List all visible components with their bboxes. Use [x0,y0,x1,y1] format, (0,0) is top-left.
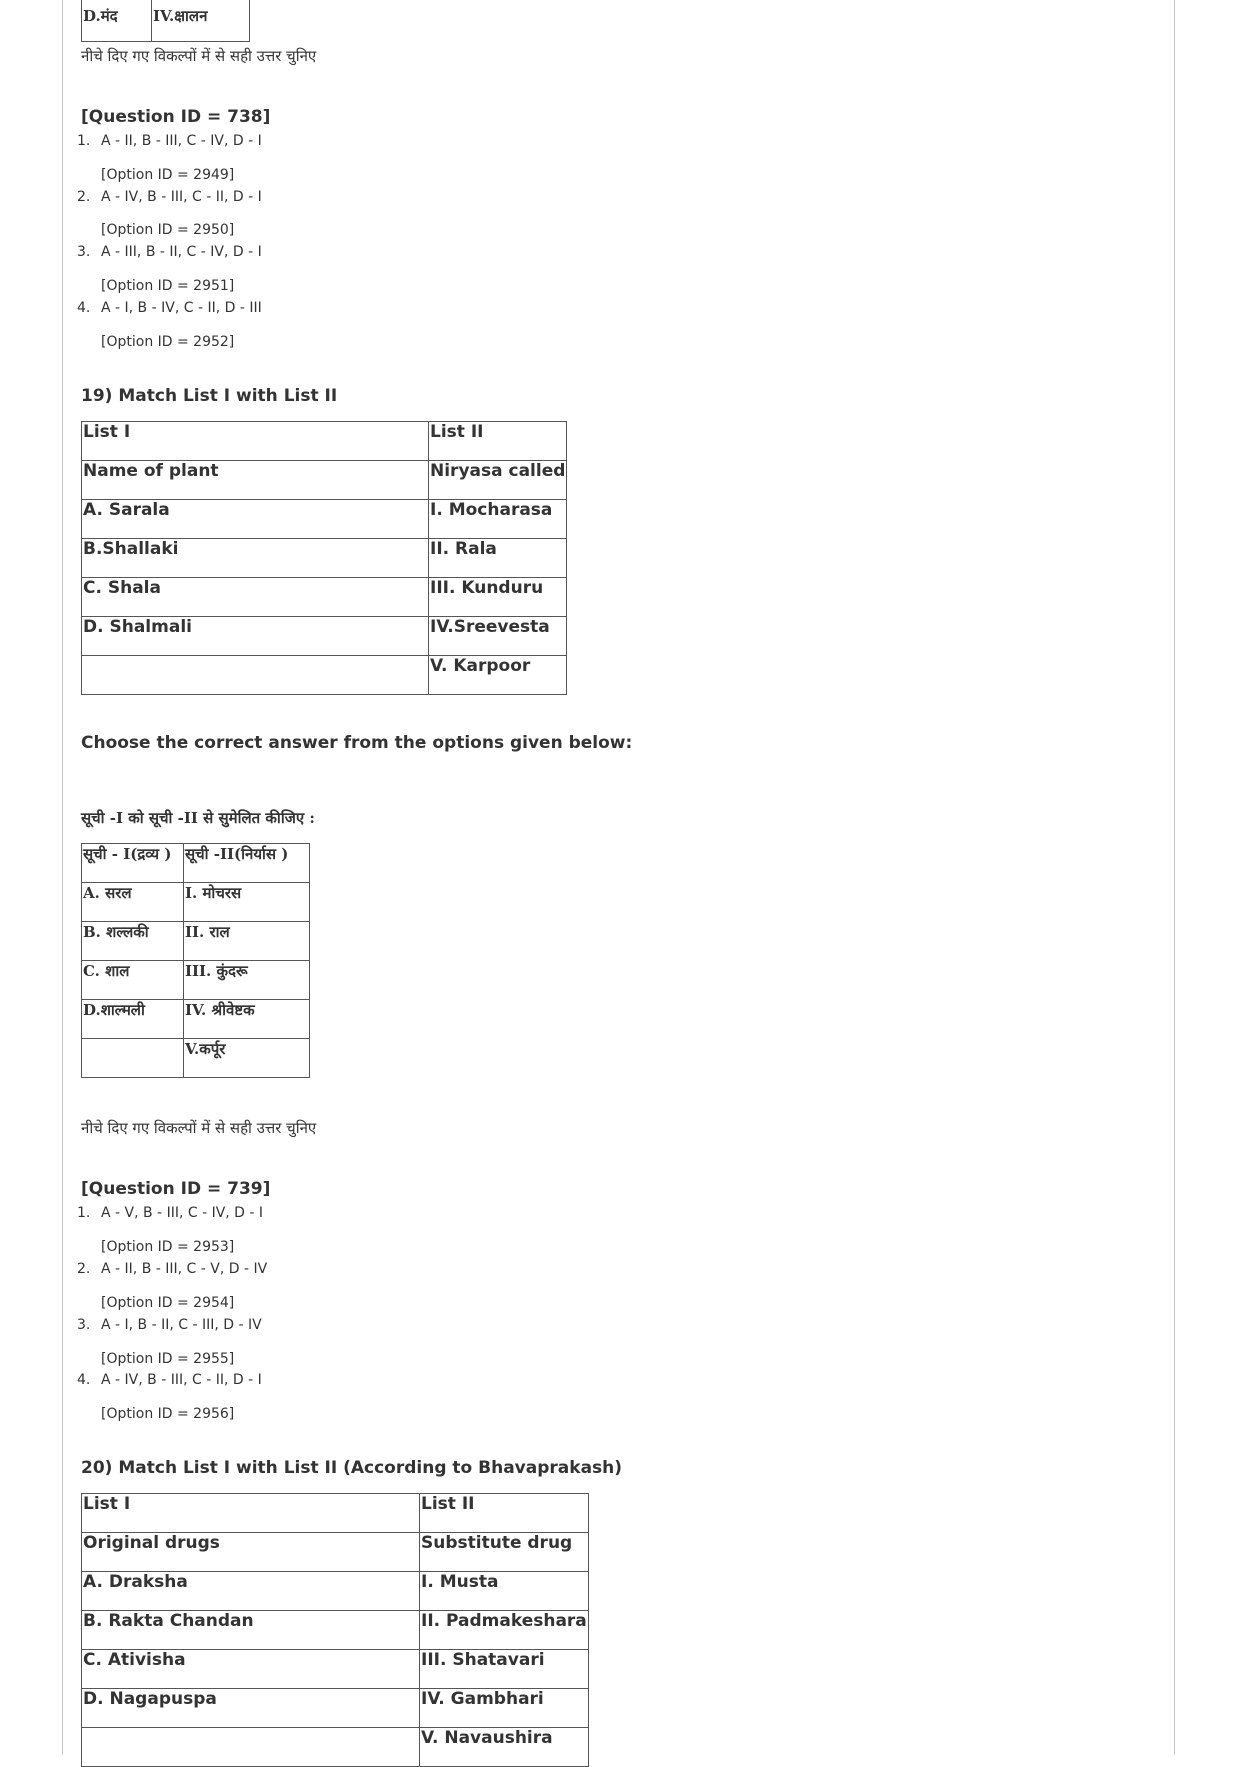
option-number: 4. [77,1372,91,1388]
table-cell: I. Musta [420,1572,589,1611]
table-cell: V. Navaushira [420,1728,589,1767]
table-row [82,461,567,500]
table-row [82,578,567,617]
choose-instruction: Choose the correct answer from the options given below: [81,733,633,753]
table-cell: Original drugs [82,1533,420,1572]
option-number: 3. [77,244,91,260]
table-cell: IV. श्रीवेष्टक [184,1000,310,1039]
table-cell: I. Mocharasa [429,500,567,539]
option-text: A - II, B - III, C - IV, D - I [101,133,262,149]
table-row [82,1728,589,1767]
table-row [82,0,250,42]
table-cell: III. Shatavari [420,1650,589,1689]
document-page [62,0,1175,1755]
table-cell [82,1728,420,1767]
option-id: [Option ID = 2950] [101,222,235,238]
option-number: 4. [77,300,91,316]
option-text: A - V, B - III, C - IV, D - I [101,1205,264,1221]
option-id: [Option ID = 2951] [101,278,235,294]
option-number: 1. [77,133,91,149]
table-cell: A. Sarala [82,500,429,539]
table-row [82,1689,589,1728]
table-cell: D. Nagapuspa [82,1689,420,1728]
table-row [82,1039,310,1078]
option-id: [Option ID = 2956] [101,1406,235,1422]
table-cell: सूची - I(द्रव्य ) [82,844,184,883]
table-row [82,1000,310,1039]
table-cell [82,1039,184,1078]
table-row [82,539,567,578]
table-cell: Niryasa called [429,461,567,500]
table-cell: III. Kunduru [429,578,567,617]
option-number: 2. [77,1261,91,1277]
match-table-english [81,421,567,695]
table-cell: List I [82,1494,420,1533]
option-number: 2. [77,189,91,205]
table-cell: सूची -II(निर्यास ) [184,844,310,883]
option-id: [Option ID = 2953] [101,1239,235,1255]
option-text: A - IV, B - III, C - II, D - I [101,189,262,205]
table-cell: C. शाल [82,961,184,1000]
table-cell: I. मोचरस [184,883,310,922]
table-cell [82,656,429,695]
table-cell: Name of plant [82,461,429,500]
table-row [82,844,310,883]
hindi-instruction: नीचे दिए गए विकल्पों में से सही उत्तर चुनिए [81,1119,317,1137]
match-table-hindi [81,843,310,1078]
table-cell: IV. Gambhari [420,1689,589,1728]
question-id: [Question ID = 739] [81,1179,271,1199]
option-text: A - IV, B - III, C - II, D - I [101,1372,262,1388]
table-cell: C. Ativisha [82,1650,420,1689]
table-cell: List I [82,422,429,461]
option-text: A - III, B - II, C - IV, D - I [101,244,262,260]
table-row [82,1494,589,1533]
table-cell: IV.क्षालन [152,0,250,42]
option-text: A - II, B - III, C - V, D - IV [101,1261,268,1277]
option-number: 3. [77,1317,91,1333]
hindi-question-title: सूची -I को सूची -II से सुमेलित कीजिए : [81,809,315,827]
option-id: [Option ID = 2955] [101,1351,235,1367]
table-row [82,922,310,961]
table-cell: List II [420,1494,589,1533]
table-cell: B. शल्लकी [82,922,184,961]
table-cell: D. Shalmali [82,617,429,656]
table-cell: A. Draksha [82,1572,420,1611]
question-id: [Question ID = 738] [81,107,271,127]
table-row [82,1650,589,1689]
option-text: A - I, B - II, C - III, D - IV [101,1317,262,1333]
table-cell: V.कर्पूर [184,1039,310,1078]
option-number: 1. [77,1205,91,1221]
match-table-english [81,1493,589,1767]
top-fragment-table [81,0,250,42]
table-cell: III. कुंदरू [184,961,310,1000]
option-id: [Option ID = 2949] [101,167,235,183]
table-cell: C. Shala [82,578,429,617]
table-cell: IV.Sreevesta [429,617,567,656]
option-text: A - I, B - IV, C - II, D - III [101,300,262,316]
question-title: 19) Match List I with List II [81,386,338,406]
option-id: [Option ID = 2954] [101,1295,235,1311]
table-row [82,961,310,1000]
question-title: 20) Match List I with List II (According to Bhavaprakash) [81,1458,623,1478]
table-cell: A. सरल [82,883,184,922]
table-cell: D.शाल्मली [82,1000,184,1039]
table-row [82,656,567,695]
table-row [82,617,567,656]
table-row [82,883,310,922]
table-cell: V. Karpoor [429,656,567,695]
table-row [82,500,567,539]
table-row [82,1533,589,1572]
table-cell: List II [429,422,567,461]
table-row [82,422,567,461]
table-row [82,1611,589,1650]
table-cell: II. राल [184,922,310,961]
table-cell: Substitute drug [420,1533,589,1572]
option-id: [Option ID = 2952] [101,334,235,350]
table-cell: D.मंद [82,0,152,42]
hindi-instruction: नीचे दिए गए विकल्पों में से सही उत्तर चुनिए [81,47,317,65]
table-row [82,1572,589,1611]
table-cell: B. Rakta Chandan [82,1611,420,1650]
page-content [63,0,1174,1755]
table-cell: B.Shallaki [82,539,429,578]
table-cell: II. Padmakeshara [420,1611,589,1650]
table-cell: II. Rala [429,539,567,578]
